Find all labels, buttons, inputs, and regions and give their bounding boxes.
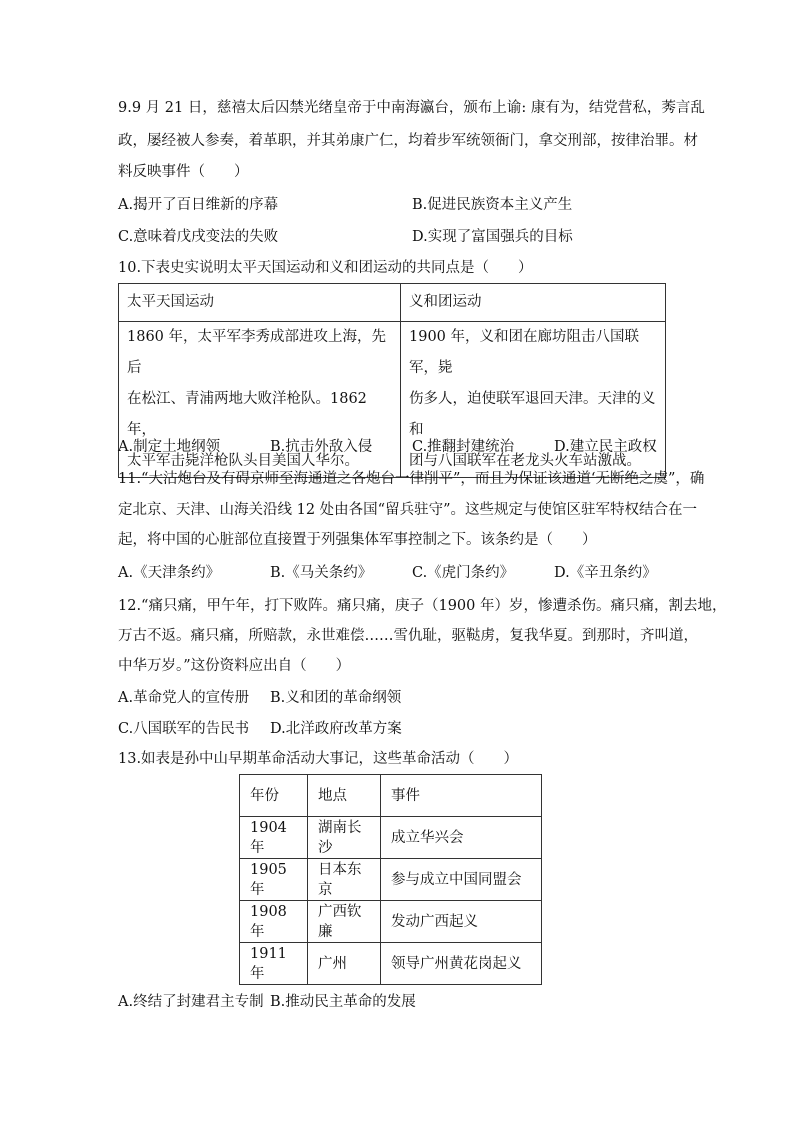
q13-cell-year: 1911 年 (240, 943, 308, 985)
q13-cell-place: 广西钦廉 (308, 901, 381, 943)
q13-cell-place: 湖南长沙 (308, 817, 381, 859)
q10-option-c: C.推翻封建统治 (412, 439, 515, 455)
q13-cell-place: 广州 (308, 943, 381, 985)
table-row (240, 817, 542, 859)
q13-cell-place: 日本东京 (308, 859, 381, 901)
q13-cell-year: 1905 年 (240, 859, 308, 901)
q10-stem: 10.下表史实说明太平天国运动和义和团运动的共同点是（ ） (118, 260, 533, 276)
q11-option-a: A.《天津条约》 (118, 565, 221, 581)
table-row (240, 943, 542, 985)
q11-option-c: C.《虎门条约》 (412, 565, 515, 581)
q13-cell-year: 1908 年 (240, 901, 308, 943)
q12-option-d: D.北洋政府改革方案 (270, 721, 402, 737)
q10-option-b: B.抗击外敌入侵 (270, 439, 373, 455)
q12-option-a: A.革命党人的宣传册 (118, 690, 250, 706)
q10-cell-boxer-line-2: 伤多人，迫使联军退回天津。天津的义和 (409, 391, 656, 438)
q10-cell-taiping-line-1: 1860 年，太平军李秀成部进攻上海，先后 (127, 329, 387, 376)
q10-cell-taiping-line-3: 太平军击毙洋枪队头目美国人华尔。 (127, 453, 359, 469)
q11-stem-line-2: 定北京、天津、山海关沿线 12 处由各国“留兵驻守”。这些规定与使馆区驻军特权结合在一 (118, 502, 697, 518)
q12-option-c: C.八国联军的告民书 (118, 721, 250, 737)
q13-header-year: 年份 (240, 775, 308, 817)
table-row (240, 901, 542, 943)
q11-option-b: B.《马关条约》 (270, 565, 373, 581)
q11-option-d: D.《辛丑条约》 (554, 565, 657, 581)
q9-stem-line-2: 政，屡经被人参奏，着革职，并其弟康广仁，均着步军统领衙门，拿交刑部，按律治罪。材 (118, 133, 698, 149)
q13-cell-event: 领导广州黄花岗起义 (381, 943, 542, 985)
q12-stem-line-2: 万古不返。痛只痛，所赔款，永世难偿……雪仇耻，驱鞑虏，复我华夏。到那时，齐叫道， (118, 628, 698, 644)
table-row (240, 859, 542, 901)
q10-cell-boxer-line-1: 1900 年，义和团在廊坊阻击八国联军，毙 (409, 329, 640, 376)
q9-option-a: A.揭开了百日维新的序幕 (118, 197, 279, 213)
q13-stem: 13.如表是孙中山早期革命活动大事记，这些革命活动（ ） (118, 751, 519, 767)
q9-option-d: D.实现了富国强兵的目标 (412, 229, 573, 245)
q9-option-b: B.促进民族资本主义产生 (412, 197, 573, 213)
q10-option-d: D.建立民主政权 (554, 439, 657, 455)
q13-cell-event: 参与成立中国同盟会 (381, 859, 542, 901)
q9-stem-line-3: 料反映事件（ ） (118, 164, 249, 180)
q13-header-event: 事件 (381, 775, 542, 817)
q11-stem-line-1: 11.“大沽炮台及有碍京师至海通道之各炮台一律削平”，而且为保证该通道‘无断绝之虞”，确 (118, 471, 705, 487)
q10-option-a: A.制定土地纲领 (118, 439, 221, 455)
q13-cell-event: 成立华兴会 (381, 817, 542, 859)
q13-option-b: B.推动民主革命的发展 (270, 994, 416, 1010)
q10-cell-boxer-line-3: 团与八国联军在老龙头火车站激战。 (409, 453, 641, 469)
q13-header-place: 地点 (308, 775, 381, 817)
q9-stem-line-1: 9.9 月 21 日，慈禧太后囚禁光绪皇帝于中南海瀛台，颁布上谕: 康有为，结党营私，莠言乱 (118, 100, 705, 116)
q13-cell-event: 发动广西起义 (381, 901, 542, 943)
q13-cell-year: 1904 年 (240, 817, 308, 859)
q12-option-b: B.义和团的革命纲领 (270, 690, 402, 706)
q10-cell-taiping-line-2: 在松江、青浦两地大败洋枪队。1862 年， (127, 391, 367, 438)
q10-header-boxer: 义和团运动 (401, 284, 666, 322)
q12-stem-line-3: 中华万岁。”这份资料应出自（ ） (118, 658, 351, 674)
q11-stem-line-3: 起，将中国的心脏部位直接置于列强集体军事控制之下。该条约是（ ） (118, 532, 597, 548)
q13-table (239, 774, 542, 985)
q13-option-a: A.终结了封建君主专制 (118, 994, 264, 1010)
q9-option-c: C.意味着戊戌变法的失败 (118, 229, 279, 245)
q12-stem-line-1: 12.“痛只痛，甲午年，打下败阵。痛只痛，庚子（1900 年）岁，惨遭杀伤。痛只痛，割去地， (118, 598, 727, 614)
q10-header-taiping: 太平天国运动 (119, 284, 401, 322)
